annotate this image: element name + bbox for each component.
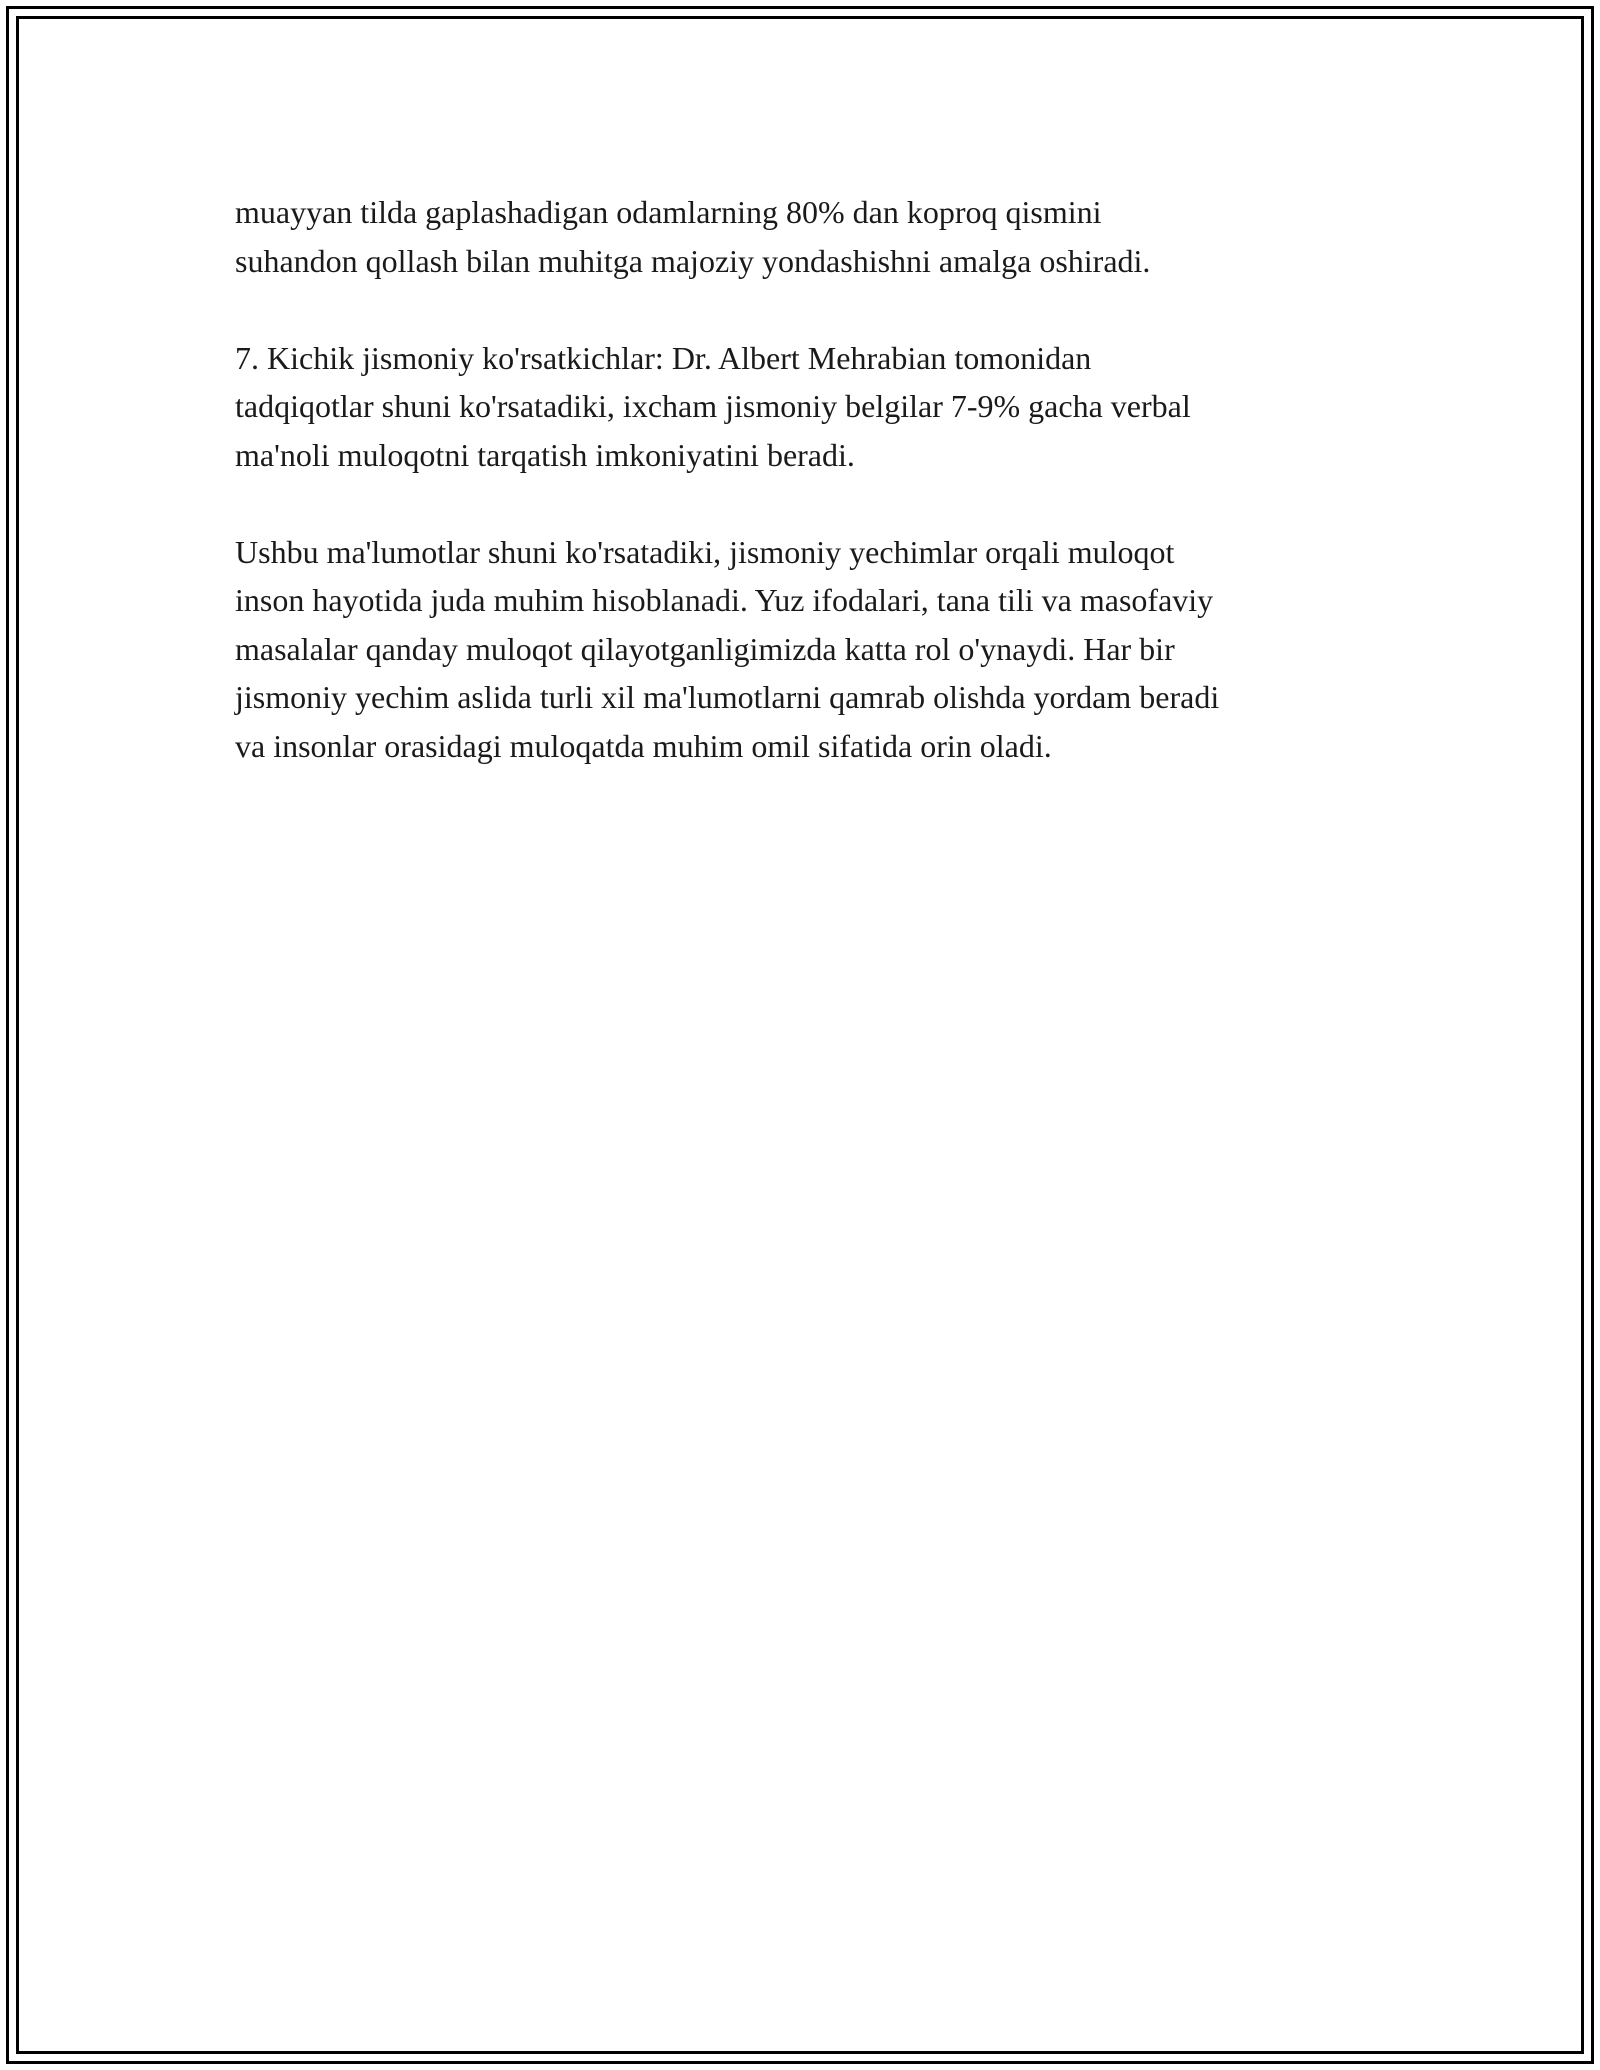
text-line: masalalar qanday muloqot qilayotganligimizda katta rol o'ynaydi. Har bir [235,630,1175,667]
paragraph-3 [235,528,1395,771]
text-line: ma'noli muloqotni tarqatish imkoniyatini beradi. [235,436,855,473]
text-line: suhandon qollash bilan muhitga majoziy yondashishni amalga oshiradi. [235,242,1151,279]
paragraph-2 [235,334,1395,480]
text-line: 7. Kichik jismoniy ko'rsatkichlar: Dr. Albert Mehrabian tomonidan [235,339,1092,376]
text-line: jismoniy yechim aslida turli xil ma'lumotlarni qamrab olishda yordam beradi [235,679,1220,715]
text-line: tadqiqotlar shuni ko'rsatadiki, ixcham jismoniy belgilar 7-9% gacha verbal [235,388,1191,424]
text-line: inson hayotida juda muhim hisoblanadi. Yuz ifodalari, tana tili va masofaviy [235,582,1214,618]
text-line: va insonlar orasidagi muloqatda muhim omil sifatida orin oladi. [235,727,1052,764]
text-line: Ushbu ma'lumotlar shuni ko'rsatadiki, jismoniy yechimlar orqali muloqot [235,533,1175,570]
document-body [235,188,1395,819]
text-line: muayyan tilda gaplashadigan odamlarning 80% dan koproq qismini [235,194,1102,230]
paragraph-1 [235,188,1395,285]
